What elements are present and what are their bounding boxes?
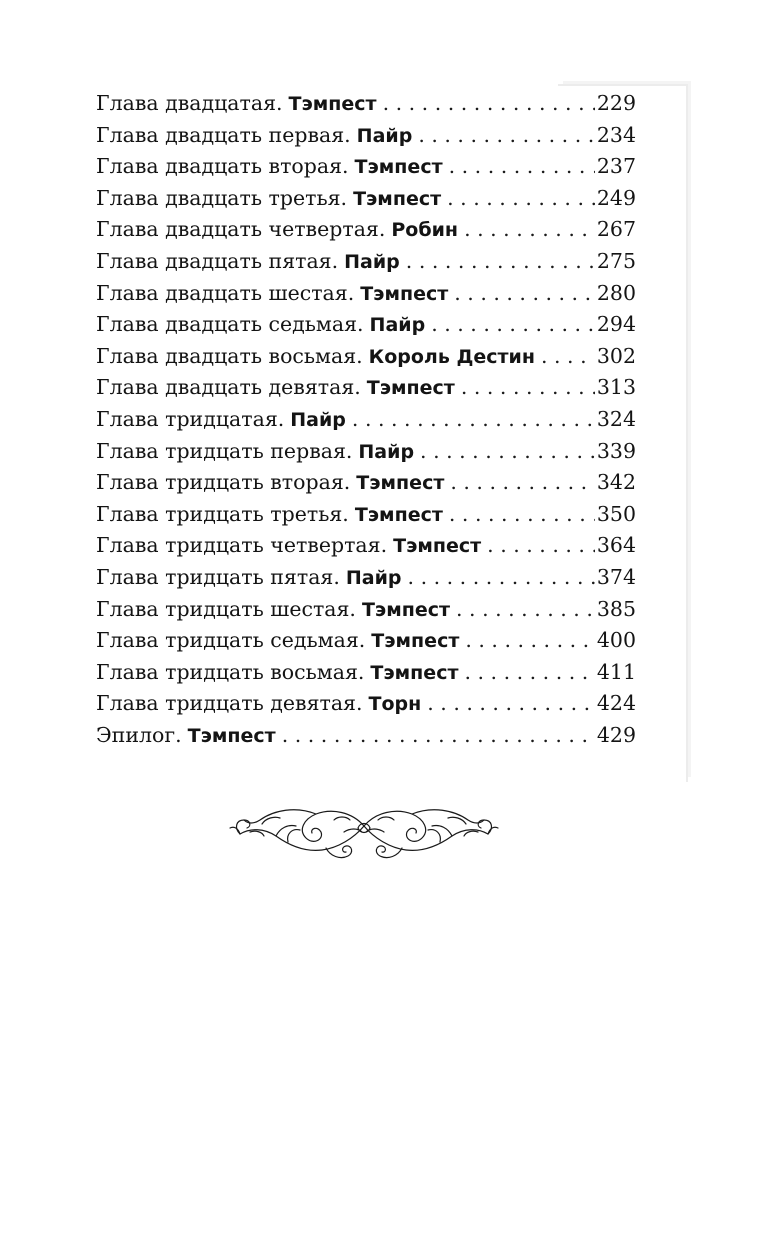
dot-leader [487, 530, 595, 562]
chapter-title: Глава двадцать восьмая. [96, 343, 363, 368]
toc-entry[interactable] [96, 341, 636, 373]
dot-leader [406, 246, 595, 278]
page-number: 324 [596, 406, 636, 431]
narrator-name: Тэмпест [361, 598, 451, 621]
narrator-name: Тэмпест [360, 282, 449, 305]
page-number: 374 [596, 564, 636, 589]
chapter-title: Глава двадцать вторая. [96, 154, 349, 179]
chapter-title: Глава тридцать шестая. [96, 596, 356, 621]
page-number: 249 [596, 185, 636, 210]
chapter-title: Глава двадцать пятая. [96, 248, 339, 273]
baroque-scroll-flourish-icon [226, 798, 502, 868]
chapter-title: Глава тридцать девятая. [96, 691, 363, 716]
narrator-name: Тэмпест [370, 661, 459, 684]
table-of-contents [96, 88, 636, 751]
narrator-name: Торн [368, 693, 422, 716]
narrator-name: Тэмпест [393, 535, 482, 558]
chapter-title: Эпилог. [96, 722, 182, 747]
toc-entry[interactable] [96, 404, 636, 436]
narrator-name: Тэмпест [356, 472, 445, 495]
chapter-title: Глава тридцать первая. [96, 438, 353, 463]
page-number: 280 [596, 280, 636, 305]
chapter-title: Глава тридцать четвертая. [96, 533, 388, 558]
toc-entry[interactable] [96, 372, 636, 404]
chapter-title: Глава двадцать четвертая. [96, 217, 386, 242]
narrator-name: Пайр [358, 440, 415, 463]
toc-entry[interactable] [96, 88, 636, 120]
toc-entry[interactable] [96, 720, 636, 752]
dot-leader [456, 594, 595, 626]
toc-entry[interactable] [96, 246, 636, 278]
page-number: 339 [596, 438, 636, 463]
narrator-name: Пайр [290, 408, 346, 431]
page-number: 429 [596, 722, 636, 747]
dot-leader [464, 214, 595, 246]
toc-entry[interactable] [96, 657, 636, 689]
page-number: 385 [596, 596, 636, 621]
chapter-title: Глава двадцать девятая. [96, 375, 361, 400]
chapter-title: Глава тридцать вторая. [96, 470, 351, 495]
chapter-title: Глава двадцатая. [96, 91, 283, 115]
chapter-title: Глава двадцать седьмая. [96, 312, 364, 337]
narrator-name: Тэмпест [187, 724, 276, 747]
dot-leader [450, 467, 595, 499]
page-number: 294 [596, 312, 636, 337]
dot-leader [454, 278, 595, 310]
page-number: 267 [596, 217, 636, 242]
page-number: 350 [596, 501, 636, 526]
page-number: 411 [596, 659, 636, 684]
chapter-title: Глава тридцать третья. [96, 501, 349, 526]
narrator-name: Тэмпест [366, 377, 455, 400]
toc-entry[interactable] [96, 594, 636, 626]
page-number: 313 [596, 375, 636, 400]
toc-entry[interactable] [96, 151, 636, 183]
narrator-name: Тэмпест [354, 156, 443, 179]
toc-entry[interactable] [96, 436, 636, 468]
dot-leader [418, 120, 595, 152]
narrator-name: Тэмпест [288, 93, 377, 115]
chapter-title: Глава тридцать восьмая. [96, 659, 365, 684]
dot-leader [383, 88, 595, 120]
page-number: 364 [596, 533, 636, 558]
page-number: 275 [596, 248, 636, 273]
chapter-title: Глава тридцатая. [96, 406, 285, 431]
page-number: 424 [596, 691, 636, 716]
dot-leader [449, 499, 595, 531]
dot-leader [420, 436, 595, 468]
page-number: 342 [596, 470, 636, 495]
chapter-title: Глава двадцать шестая. [96, 280, 355, 305]
toc-entry[interactable] [96, 467, 636, 499]
narrator-name: Король Дестин [368, 345, 535, 368]
dot-leader [427, 688, 595, 720]
dot-leader [461, 372, 595, 404]
narrator-name: Пайр [356, 124, 413, 147]
narrator-name: Пайр [345, 566, 402, 589]
chapter-title: Глава тридцать седьмая. [96, 628, 366, 653]
page-number: 237 [596, 154, 636, 179]
page-number: 400 [596, 628, 636, 653]
dot-leader [541, 341, 595, 373]
page-number: 302 [596, 343, 636, 368]
toc-entry[interactable] [96, 120, 636, 152]
toc-entry[interactable] [96, 562, 636, 594]
toc-entry[interactable] [96, 309, 636, 341]
dot-leader [447, 183, 595, 215]
chapter-title: Глава двадцать третья. [96, 185, 348, 210]
toc-entry[interactable] [96, 530, 636, 562]
narrator-name: Тэмпест [371, 630, 460, 653]
dot-leader [431, 309, 595, 341]
chapter-title: Глава тридцать пятая. [96, 564, 340, 589]
toc-entry[interactable] [96, 625, 636, 657]
narrator-name: Пайр [344, 250, 400, 273]
narrator-name: Пайр [369, 314, 426, 337]
dot-leader [464, 657, 594, 689]
toc-entry[interactable] [96, 688, 636, 720]
narrator-name: Тэмпест [353, 187, 442, 210]
toc-entry[interactable] [96, 499, 636, 531]
dot-leader [408, 562, 595, 594]
dot-leader [465, 625, 595, 657]
dot-leader [449, 151, 595, 183]
toc-entry[interactable] [96, 183, 636, 215]
page-number: 234 [596, 122, 636, 147]
narrator-name: Тэмпест [354, 503, 443, 526]
dot-leader [352, 404, 595, 436]
page-number: 229 [596, 91, 636, 115]
toc-entry[interactable] [96, 278, 636, 310]
narrator-name: Робин [391, 219, 459, 242]
dot-leader [282, 720, 595, 752]
toc-entry[interactable] [96, 214, 636, 246]
chapter-title: Глава двадцать первая. [96, 122, 351, 147]
